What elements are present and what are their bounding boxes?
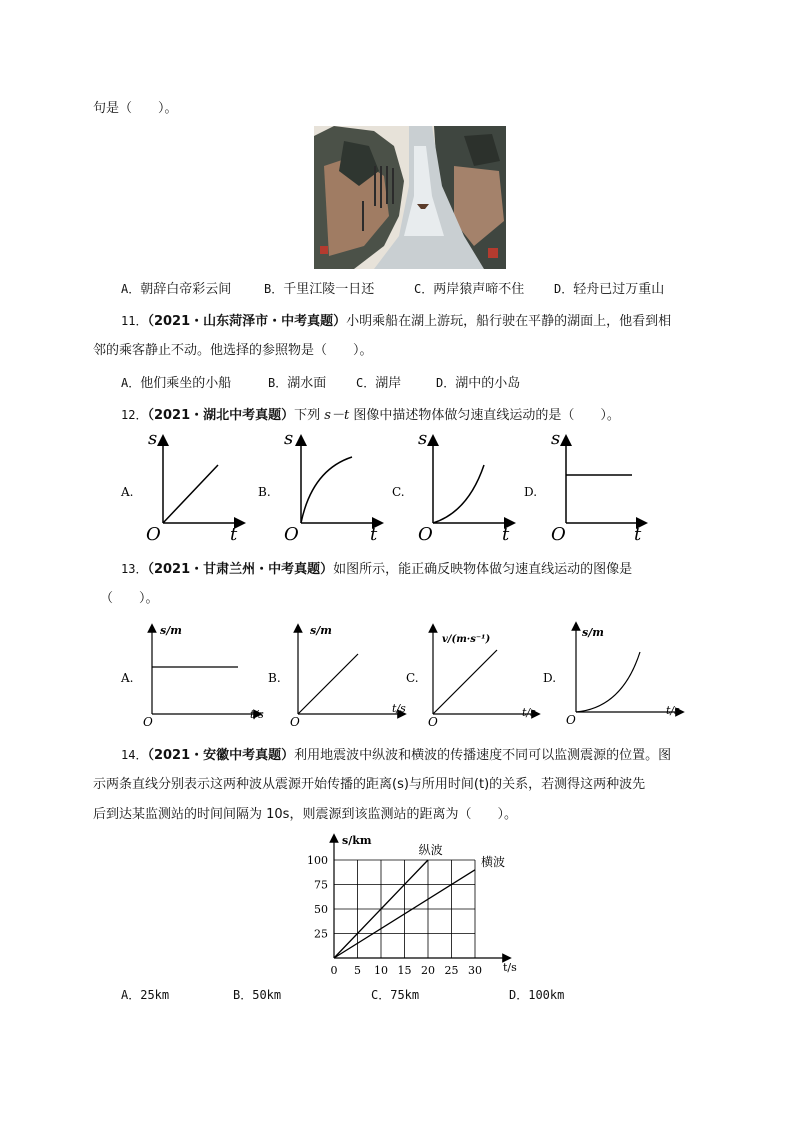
svg-text:s: s [148, 430, 158, 449]
q13-line1: 13．（2021・甘肃兰州・中考真题）如图所示，能正确反映物体做匀速直线运动的图像是 [121, 562, 633, 577]
x-tick-label: 5 [354, 964, 361, 977]
q14-line3: 后到达某监测站的时间间隔为 10s，则震源到该监测站的距离为（ ）。 [93, 807, 517, 822]
q11-line1: 11．（2021・山东菏泽市・中考真题）小明乘船在湖上游玩，船行驶在平静的湖面上，他看到相 [121, 314, 672, 329]
x-axis-label: t/s [503, 961, 517, 974]
series-label-longitudinal: 纵波 [418, 843, 443, 857]
svg-text:B.: B. [258, 485, 271, 499]
svg-text:O: O [143, 715, 153, 729]
q13-graph-a [120, 624, 264, 729]
svg-text:O: O [428, 715, 438, 729]
svg-text:s/m: s/m [310, 624, 332, 637]
q10-option-c[interactable]: C．两岸猿声啼不住 [414, 282, 525, 297]
svg-text:C.: C. [406, 671, 419, 685]
x-tick-label: 10 [374, 964, 388, 977]
svg-text:s: s [551, 430, 561, 449]
q13-graph-d [543, 626, 680, 727]
svg-text:t/s: t/s [250, 708, 264, 721]
svg-text:O: O [418, 524, 433, 545]
q14-line2: 示两条直线分别表示这两种波从震源开始传播的距离(s)与所用时间(t)的关系，若测得这两种波先 [93, 777, 646, 792]
svg-text:O: O [290, 715, 300, 729]
y-axis-label: s/km [342, 834, 372, 847]
q12-graph-c [392, 430, 510, 545]
svg-text:O: O [551, 524, 566, 545]
q14-line1: 14．（2021・安徽中考真题）利用地震波中纵波和横波的传播速度不同可以监测震源的位置。图 [121, 748, 672, 763]
q14-option-d[interactable]: D．100km [509, 988, 565, 1002]
x-tick-label: 25 [444, 964, 459, 977]
wave-chart [300, 830, 530, 980]
q14-option-c[interactable]: C．75km [371, 988, 420, 1002]
q12-graph-a [120, 430, 240, 545]
svg-text:A.: A. [121, 485, 134, 499]
svg-text:B.: B. [268, 671, 281, 685]
svg-text:s/m: s/m [582, 626, 604, 639]
q10-option-a[interactable]: A．朝辞白帝彩云间 [121, 282, 232, 297]
q10-stem-tail: 句是（ ）。 [93, 101, 178, 116]
q12-graph-d [524, 430, 642, 545]
svg-text:v/(m·s⁻¹): v/(m·s⁻¹) [442, 634, 491, 645]
q14-option-b[interactable]: B．50km [233, 988, 282, 1002]
q13-line2: （ ）。 [100, 591, 159, 606]
q12-graphs [0, 430, 794, 550]
q11-option-b[interactable]: B．湖水面 [268, 376, 327, 391]
q14-option-a[interactable]: A．25km [121, 988, 170, 1002]
q11-option-d[interactable]: D．湖中的小岛 [436, 376, 521, 391]
svg-text:t/s: t/s [666, 704, 680, 717]
series-label-transverse: 横波 [481, 854, 506, 869]
q10-option-d[interactable]: D．轻舟已过万重山 [554, 282, 665, 297]
y-tick-label: 50 [314, 903, 328, 916]
x-tick-label: 20 [421, 964, 435, 977]
q13-graph-b [268, 624, 406, 729]
q10-option-b[interactable]: B．千里江陵一日还 [264, 282, 375, 297]
svg-text:O: O [146, 524, 161, 545]
q12-line1: 12．（2021・湖北中考真题）下列 s－t 图像中描述物体做匀速直线运动的是（ ）。 [121, 408, 620, 423]
x-tick-label: 0 [330, 964, 338, 977]
svg-text:t: t [502, 524, 510, 545]
svg-text:O: O [566, 713, 576, 727]
svg-text:A.: A. [121, 671, 134, 685]
x-tick-label: 30 [468, 964, 482, 977]
y-tick-label: 25 [314, 927, 328, 941]
q13-graphs [0, 620, 794, 730]
svg-text:t: t [230, 524, 238, 545]
y-tick-label: 75 [314, 878, 328, 892]
svg-text:t/s: t/s [392, 702, 406, 715]
svg-text:C.: C. [392, 485, 405, 499]
landscape-painting [314, 126, 506, 269]
svg-text:s/m: s/m [160, 624, 182, 637]
q12-graph-b [258, 430, 378, 545]
svg-text:D.: D. [543, 671, 557, 685]
q11-option-c[interactable]: C．湖岸 [356, 376, 402, 391]
svg-text:t: t [634, 524, 642, 545]
svg-text:t: t [370, 524, 378, 545]
q11-line2: 邻的乘客静止不动。他选择的参照物是（ ）。 [93, 343, 373, 358]
y-tick-label: 100 [307, 854, 328, 867]
svg-text:t/s: t/s [522, 706, 536, 719]
svg-text:O: O [284, 524, 299, 545]
svg-text:s: s [284, 430, 294, 449]
svg-text:D.: D. [524, 485, 538, 499]
x-tick-label: 15 [397, 964, 412, 977]
q13-graph-c [406, 628, 536, 729]
svg-text:s: s [418, 430, 428, 449]
q11-option-a[interactable]: A．他们乘坐的小船 [121, 376, 232, 391]
